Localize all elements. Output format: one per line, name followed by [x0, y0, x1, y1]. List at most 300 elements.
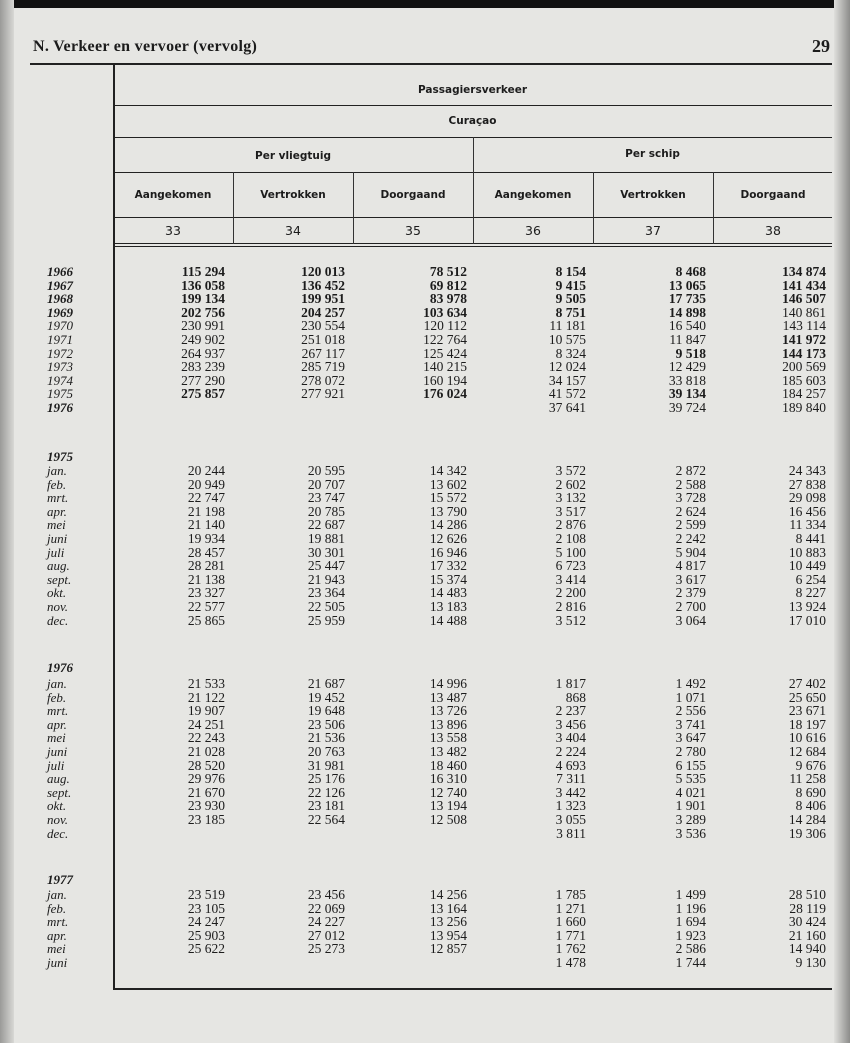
table-cell: 23 930: [187, 798, 225, 814]
row-label: mei: [47, 730, 66, 746]
table-cell: 283 239: [181, 359, 225, 375]
page-number: 29: [812, 36, 830, 56]
table-cell: 8 468: [675, 264, 706, 279]
table-cell: 5 904: [675, 544, 706, 560]
table-cell: 22 126: [307, 784, 345, 800]
table-cell: 23 105: [187, 900, 225, 916]
table-cell: 24 247: [187, 914, 225, 930]
table-cell: 3 617: [675, 571, 706, 587]
row-label: mei: [47, 941, 66, 957]
table-cell: 6 155: [675, 757, 706, 773]
table-cell: 264 937: [181, 345, 225, 361]
column-header: Vertrokken: [620, 189, 686, 201]
table-cell: 25 447: [307, 558, 345, 574]
header-per-vliegtuig: Per vliegtuig: [255, 150, 331, 162]
table-cell: 122 764: [423, 332, 467, 347]
table-cell: 10 575: [548, 332, 586, 347]
table-cell: 199 134: [181, 291, 225, 307]
table-cell: 25 959: [307, 612, 345, 628]
table-cell: 21 533: [187, 676, 225, 691]
table-cell: 6 254: [795, 571, 826, 587]
row-label: 1967: [47, 277, 73, 293]
table-cell: 14 286: [429, 517, 467, 533]
column-number: 34: [285, 223, 301, 238]
table-cell: 136 058: [181, 277, 225, 293]
table-cell: 11 847: [669, 332, 706, 347]
scan-left-edge: [0, 0, 14, 1043]
table-cell: 22 505: [307, 599, 345, 614]
table-cell: 8 324: [555, 345, 586, 361]
column-number: 38: [765, 223, 781, 238]
table-cell: 1 271: [555, 900, 586, 916]
table-cell: 3 572: [555, 463, 586, 478]
table-cell: 120 112: [423, 318, 467, 334]
table-cell: 141 434: [782, 277, 826, 293]
row-label: juni: [47, 955, 68, 970]
table-cell: 3 404: [555, 730, 586, 746]
table-cell: 21 140: [187, 517, 225, 533]
table-cell: 19 306: [788, 825, 826, 841]
table-cell: 230 991: [181, 318, 225, 334]
scan-top-edge: [0, 0, 850, 8]
table-cell: 13 183: [429, 599, 467, 614]
column-number: 35: [405, 223, 421, 238]
table-cell: 20 707: [307, 476, 345, 492]
table-cell: 20 949: [187, 476, 225, 492]
table-cell: 13 954: [429, 927, 467, 943]
table-cell: 17 332: [429, 558, 467, 574]
table-cell: 176 024: [423, 386, 467, 402]
table-cell: 12 626: [429, 531, 467, 546]
table-cell: 22 747: [187, 490, 225, 506]
table-cell: 28 457: [187, 544, 225, 560]
table-cell: 8 441: [795, 531, 826, 546]
table-cell: 3 289: [675, 812, 706, 827]
table-cell: 1 901: [675, 798, 706, 814]
table-cell: 3 647: [675, 730, 706, 746]
row-label: jan.: [47, 676, 67, 691]
rule: [113, 105, 832, 106]
table-cell: 11 334: [789, 517, 826, 533]
table-cell: 1 492: [675, 676, 706, 691]
row-label: apr.: [47, 927, 67, 943]
row-label: aug.: [47, 771, 70, 787]
table-cell: 7 311: [556, 771, 586, 787]
row-label: dec.: [47, 825, 69, 841]
row-label: mrt.: [47, 914, 69, 930]
table-cell: 33 818: [668, 372, 706, 388]
table-cell: 23 506: [307, 716, 345, 732]
table-cell: 20 595: [307, 463, 345, 478]
table-cell: 39 724: [668, 400, 706, 415]
table-cell: 12 857: [429, 941, 467, 957]
rule: [113, 246, 832, 247]
table-cell: 29 976: [187, 771, 225, 787]
table-cell: 140 215: [423, 359, 467, 375]
table-cell: 2 816: [555, 599, 586, 614]
table-cell: 13 194: [429, 798, 467, 814]
table-cell: 9 505: [555, 291, 586, 307]
row-label: sept.: [47, 571, 72, 587]
table-cell: 8 227: [795, 585, 826, 601]
table-cell: 15 572: [429, 490, 467, 506]
row-label: juli: [47, 544, 65, 560]
table-cell: 202 756: [181, 304, 225, 320]
table-cell: 2 242: [675, 531, 706, 546]
table-cell: 25 176: [307, 771, 345, 787]
row-label: 1970: [47, 318, 73, 334]
table-cell: 29 098: [788, 490, 826, 506]
table-cell: 39 134: [668, 386, 706, 402]
table-cell: 4 817: [675, 558, 706, 574]
table-cell: 19 907: [187, 703, 225, 719]
table-cell: 11 258: [789, 771, 826, 787]
table-cell: 13 256: [429, 914, 467, 930]
row-label: nov.: [47, 599, 69, 614]
table-cell: 275 857: [181, 386, 225, 402]
table-cell: 13 896: [429, 716, 467, 732]
table-cell: 285 719: [301, 359, 345, 375]
table-cell: 140 861: [782, 304, 826, 320]
table-cell: 277 290: [181, 372, 225, 388]
table-cell: 5 535: [675, 771, 706, 787]
table-cell: 14 483: [429, 585, 467, 601]
column-header: Aangekomen: [494, 189, 572, 201]
table-cell: 22 243: [187, 730, 225, 746]
table-cell: 27 402: [788, 676, 826, 691]
section-title: N. Verkeer en vervoer (vervolg): [33, 38, 258, 55]
table-cell: 8 690: [795, 784, 826, 800]
table-cell: 19 452: [307, 689, 345, 705]
table-cell: 3 517: [555, 503, 586, 519]
table-cell: 1 817: [555, 676, 586, 691]
table-cell: 2 556: [675, 703, 706, 719]
table-cell: 25 865: [187, 612, 225, 628]
table-cell: 14 284: [788, 812, 826, 827]
table-cell: 41 572: [548, 386, 586, 402]
table-cell: 136 452: [301, 277, 345, 293]
table-cell: 1 694: [675, 914, 706, 930]
table-cell: 2 780: [675, 744, 706, 759]
table-cell: 13 558: [429, 730, 467, 746]
table-cell: 251 018: [301, 332, 345, 347]
table-cell: 14 940: [788, 941, 826, 957]
table-cell: 115 294: [181, 264, 225, 279]
table-cell: 37 641: [548, 400, 586, 415]
table-cell: 19 934: [187, 531, 225, 546]
table-cell: 3 741: [675, 716, 706, 732]
row-label: 1972: [47, 345, 73, 361]
table-cell: 28 119: [789, 900, 826, 916]
table-cell: 30 301: [307, 544, 345, 560]
table-cell: 3 811: [556, 825, 586, 841]
scan-right-edge: [834, 0, 850, 1043]
table-cell: 200 569: [782, 359, 826, 375]
table-cell: 12 684: [788, 744, 826, 759]
table-cell: 160 194: [423, 372, 467, 388]
table-cell: 34 157: [548, 372, 586, 388]
table-cell: 1 071: [675, 689, 706, 705]
table-cell: 25 903: [187, 927, 225, 943]
table-cell: 13 065: [668, 277, 706, 293]
table-cell: 9 130: [795, 955, 826, 970]
row-label: 1976: [47, 400, 73, 415]
table-cell: 249 902: [181, 332, 225, 347]
table-cell: 8 751: [555, 304, 586, 320]
table-cell: 3 728: [675, 490, 706, 506]
row-label: 1968: [47, 291, 73, 307]
table-cell: 13 790: [429, 503, 467, 519]
row-label: nov.: [47, 812, 69, 827]
table-cell: 23 364: [307, 585, 345, 601]
row-label: 1973: [47, 359, 73, 375]
table-cell: 27 012: [307, 927, 345, 943]
row-label: apr.: [47, 716, 67, 732]
table-cell: 21 198: [187, 503, 225, 519]
table-cell: 28 281: [187, 558, 225, 574]
table-cell: 2 237: [555, 703, 586, 719]
table-cell: 13 924: [788, 599, 826, 614]
table-cell: 19 881: [307, 531, 345, 546]
table-cell: 13 164: [429, 900, 467, 916]
table-cell: 12 024: [548, 359, 586, 375]
table-cell: 21 122: [187, 689, 225, 705]
table-cell: 22 687: [307, 517, 345, 533]
table-cell: 1 785: [555, 887, 586, 902]
section-year-label: 1975: [47, 449, 73, 464]
table-cell: 18 460: [429, 757, 467, 773]
table-cell: 1 744: [675, 955, 706, 970]
table-cell: 2 602: [555, 476, 586, 492]
table-cell: 21 028: [187, 744, 225, 759]
row-label: mrt.: [47, 703, 69, 719]
table-cell: 30 424: [788, 914, 826, 930]
row-label: 1974: [47, 372, 73, 388]
table-cell: 141 972: [782, 332, 826, 347]
table-cell: 9 518: [675, 345, 706, 361]
table-cell: 3 055: [555, 812, 586, 827]
table-cell: 2 379: [675, 585, 706, 601]
table-cell: 25 622: [187, 941, 225, 957]
table-cell: 14 898: [668, 304, 706, 320]
table-cell: 4 693: [555, 757, 586, 773]
table-cell: 23 327: [187, 585, 225, 601]
table-cell: 2 872: [675, 463, 706, 478]
table-cell: 184 257: [782, 386, 826, 402]
column-number: 33: [165, 223, 181, 238]
row-label: jan.: [47, 463, 67, 478]
table-cell: 5 100: [555, 544, 586, 560]
column-header: Doorgaand: [740, 189, 806, 201]
table-cell: 2 599: [675, 517, 706, 533]
table-cell: 13 726: [429, 703, 467, 719]
table-cell: 20 244: [187, 463, 225, 478]
table-cell: 25 273: [307, 941, 345, 957]
row-label: dec.: [47, 612, 69, 628]
table-cell: 146 507: [782, 291, 826, 307]
table-cell: 103 634: [423, 304, 467, 320]
table-cell: 230 554: [301, 318, 345, 334]
table-cell: 4 021: [675, 784, 706, 800]
table-cell: 17 010: [788, 612, 826, 628]
table-cell: 12 429: [668, 359, 706, 375]
table-cell: 28 510: [788, 887, 826, 902]
table-cell: 3 456: [555, 716, 586, 732]
table-cell: 2 108: [555, 531, 586, 546]
row-label: 1969: [47, 304, 73, 320]
header-passagiersverkeer: Passagiersverkeer: [417, 84, 527, 96]
table-cell: 28 520: [187, 757, 225, 773]
table-cell: 267 117: [301, 345, 345, 361]
title-rule: [30, 63, 832, 65]
table-cell: 21 687: [307, 676, 345, 691]
table-cell: 3 132: [555, 490, 586, 506]
table-cell: 14 342: [429, 463, 467, 478]
table-cell: 2 586: [675, 941, 706, 957]
table-cell: 8 406: [795, 798, 826, 814]
table-cell: 2 588: [675, 476, 706, 492]
table-cell: 24 251: [187, 716, 225, 732]
row-label: juni: [47, 531, 68, 546]
row-label: okt.: [47, 585, 67, 601]
table-cell: 189 840: [782, 400, 826, 415]
table-cell: 13 487: [429, 689, 467, 705]
row-label: apr.: [47, 503, 67, 519]
table-cell: 16 310: [429, 771, 467, 787]
row-label: 1975: [47, 386, 73, 402]
table-cell: 277 921: [301, 386, 345, 402]
table-cell: 3 512: [555, 612, 586, 628]
table-cell: 868: [565, 689, 586, 705]
table-cell: 1 196: [675, 900, 706, 916]
row-label: feb.: [47, 476, 67, 492]
table-cell: 2 700: [675, 599, 706, 614]
table-cell: 3 442: [555, 784, 586, 800]
table-cell: 24 227: [307, 914, 345, 930]
row-label: juni: [47, 744, 68, 759]
table-cell: 12 508: [429, 812, 467, 827]
table-cell: 20 763: [307, 744, 345, 759]
table-cell: 8 154: [555, 264, 586, 279]
row-label: aug.: [47, 558, 70, 574]
table-cell: 69 812: [429, 277, 467, 293]
table-cell: 3 064: [675, 612, 706, 628]
stub-rule: [113, 65, 115, 989]
table-cell: 16 540: [668, 318, 706, 334]
table-cell: 9 415: [555, 277, 586, 293]
table-cell: 13 482: [429, 744, 467, 759]
table-cell: 10 449: [788, 558, 826, 574]
row-label: okt.: [47, 798, 67, 814]
table-cell: 10 883: [788, 544, 826, 560]
table-cell: 22 577: [187, 599, 225, 614]
table-cell: 27 838: [788, 476, 826, 492]
table-cell: 2 876: [555, 517, 586, 533]
table-cell: 12 740: [429, 784, 467, 800]
row-label: 1971: [47, 332, 73, 347]
row-label: jan.: [47, 887, 67, 902]
row-label: mei: [47, 517, 66, 533]
table-cell: 19 648: [307, 703, 345, 719]
row-label: mrt.: [47, 490, 69, 506]
table-cell: 125 424: [423, 345, 467, 361]
table-cell: 17 735: [668, 291, 706, 307]
table-cell: 199 951: [301, 291, 345, 307]
table-cell: 1 762: [555, 941, 586, 957]
table-cell: 6 723: [555, 558, 586, 574]
header-curacao: Curaçao: [448, 115, 497, 127]
column-number: 36: [525, 223, 541, 238]
table-cell: 1 478: [555, 955, 586, 970]
table-cell: 2 624: [675, 503, 706, 519]
bottom-rule: [113, 988, 832, 990]
table-cell: 1 323: [555, 798, 586, 814]
table-cell: 2 200: [555, 585, 586, 601]
table-cell: 23 671: [788, 703, 826, 719]
table-cell: 24 343: [788, 463, 826, 478]
table-cell: 1 660: [555, 914, 586, 930]
table-cell: 23 181: [307, 798, 345, 814]
table-cell: 143 114: [782, 318, 826, 334]
table-cell: 16 456: [788, 503, 826, 519]
table-cell: 23 747: [307, 490, 345, 506]
row-label: juli: [47, 757, 65, 773]
table-cell: 23 456: [307, 887, 345, 902]
table-cell: 22 564: [307, 812, 345, 827]
table-cell: 1 923: [675, 927, 706, 943]
table-cell: 21 138: [187, 571, 225, 587]
row-label: 1966: [47, 264, 73, 279]
table-cell: 31 981: [307, 757, 345, 773]
table-cell: 14 488: [429, 612, 467, 628]
table-cell: 3 414: [555, 571, 586, 587]
table-cell: 278 072: [301, 372, 345, 388]
table-cell: 11 181: [549, 318, 586, 334]
table-cell: 144 173: [782, 345, 826, 361]
table-cell: 204 257: [301, 304, 345, 320]
table-cell: 1 771: [555, 927, 586, 943]
table-cell: 134 874: [782, 264, 826, 279]
table-cell: 3 536: [675, 825, 706, 841]
table-cell: 20 785: [307, 503, 345, 519]
table-cell: 9 676: [795, 757, 826, 773]
column-number: 37: [645, 223, 661, 238]
table-cell: 21 160: [788, 927, 826, 943]
column-header: Vertrokken: [260, 189, 326, 201]
row-label: feb.: [47, 900, 67, 916]
table-cell: 2 224: [555, 744, 586, 759]
table-cell: 21 536: [307, 730, 345, 746]
table-cell: 23 519: [187, 887, 225, 902]
row-label: feb.: [47, 689, 67, 705]
table-cell: 120 013: [301, 264, 345, 279]
table-cell: 78 512: [429, 264, 467, 279]
table-cell: 18 197: [788, 716, 826, 732]
row-label: sept.: [47, 784, 72, 800]
table-cell: 10 616: [788, 730, 826, 746]
table-cell: 14 256: [429, 887, 467, 902]
table-cell: 83 978: [429, 291, 467, 307]
table-cell: 16 946: [429, 544, 467, 560]
table-cell: 22 069: [307, 900, 345, 916]
header-per-schip: Per schip: [625, 148, 680, 160]
table-cell: 15 374: [429, 571, 467, 587]
table-cell: 23 185: [187, 812, 225, 827]
table-cell: 13 602: [429, 476, 467, 492]
table-cell: 21 943: [307, 571, 345, 587]
table-cell: 21 670: [187, 784, 225, 800]
section-year-label: 1976: [47, 660, 73, 675]
